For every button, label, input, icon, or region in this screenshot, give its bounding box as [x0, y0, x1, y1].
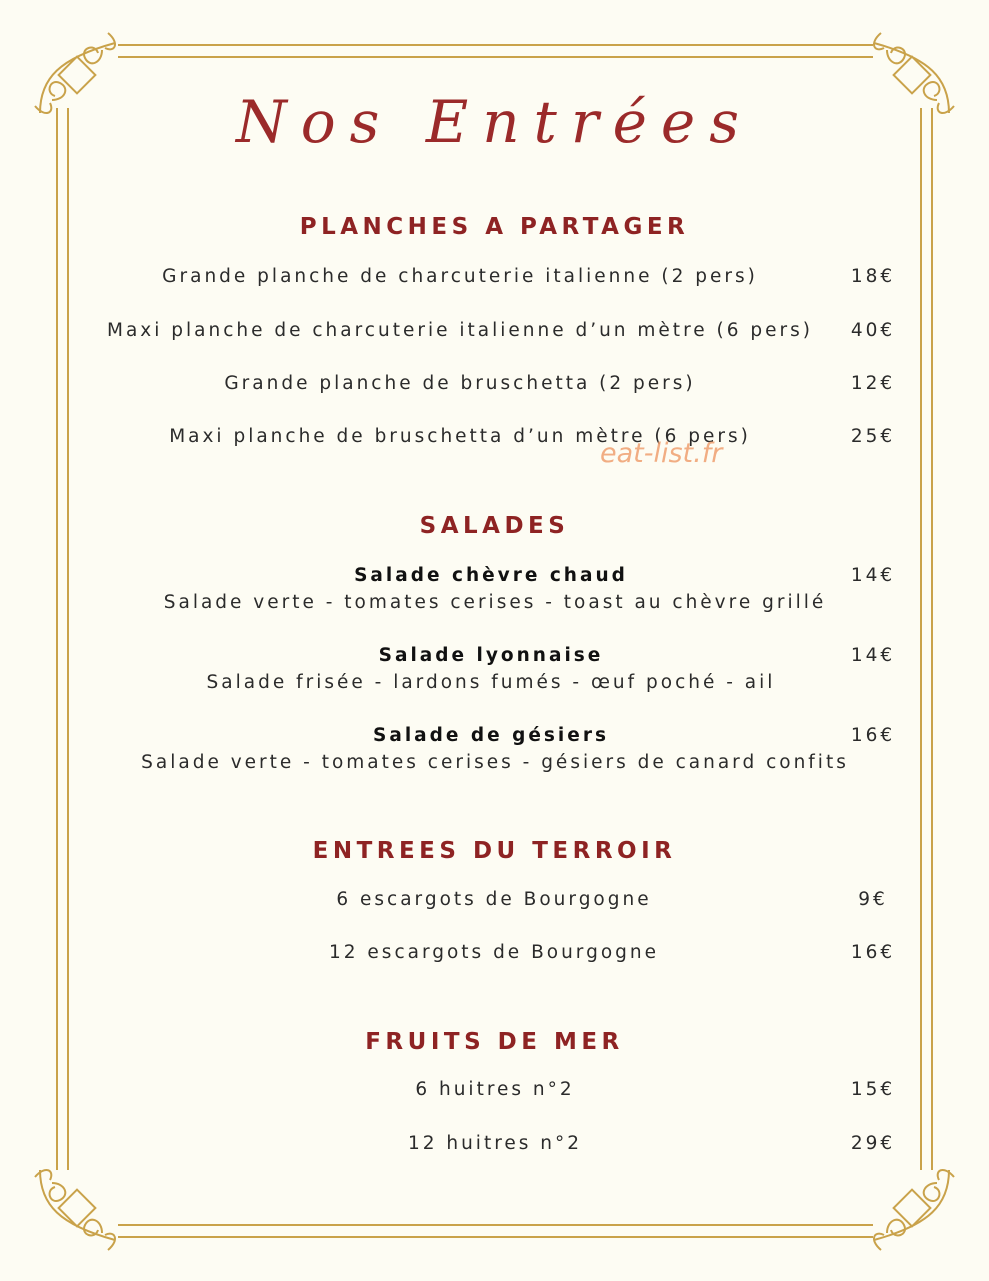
menu-item-name: Salade chèvre chaud [354, 565, 628, 586]
page-title: Nos Entrées [235, 88, 753, 156]
menu-item-name: Salade lyonnaise [378, 645, 604, 666]
section-heading-planches: PLANCHES A PARTAGER [299, 214, 690, 240]
menu-item-price: 14€ [850, 565, 896, 586]
menu-item-name: 6 escargots de Bourgogne [336, 889, 652, 910]
frame-bottom-inner [118, 1236, 873, 1238]
menu-item-name: Maxi planche de bruschetta d’un mètre (6 pers) [169, 426, 751, 447]
ornament-bottom-left-icon [30, 1160, 125, 1255]
menu-item-price: 16€ [850, 942, 896, 963]
frame-top-outer [118, 44, 873, 46]
menu-item-price: 14€ [850, 645, 896, 666]
menu-item-price: 16€ [850, 725, 896, 746]
frame-bottom-outer [118, 1224, 873, 1226]
ornament-bottom-right-icon [864, 1160, 959, 1255]
menu-item-name: Grande planche de bruschetta (2 pers) [224, 373, 696, 394]
watermark: eat-list.fr [600, 438, 723, 469]
section-heading-terroir: ENTREES DU TERROIR [312, 838, 677, 864]
frame-right-inner [920, 108, 922, 1170]
section-heading-mer: FRUITS DE MER [365, 1029, 624, 1055]
menu-item-name: Maxi planche de charcuterie italienne d’un mètre (6 pers) [107, 320, 813, 341]
menu-item-name: 12 escargots de Bourgogne [329, 942, 659, 963]
frame-top-inner [118, 56, 873, 58]
menu-item-price: 15€ [850, 1079, 896, 1100]
section-heading-salades: SALADES [419, 513, 570, 539]
menu-item-name: Grande planche de charcuterie italienne (2 pers) [162, 266, 758, 287]
menu-item-price: 18€ [850, 266, 896, 287]
menu-item-name: 6 huitres n°2 [415, 1079, 575, 1100]
menu-item-description: Salade frisée - lardons fumés - œuf poché - ail [206, 672, 776, 693]
menu-item-description: Salade verte - tomates cerises - gésiers de canard confits [141, 752, 849, 773]
menu-item-price: 12€ [850, 373, 896, 394]
menu-item-name: 12 huitres n°2 [407, 1133, 583, 1154]
menu-item-price: 29€ [850, 1133, 896, 1154]
menu-item-price: 9€ [858, 889, 888, 910]
menu-item-price: 25€ [850, 426, 896, 447]
menu-item-description: Salade verte - tomates cerises - toast au chèvre grillé [163, 592, 827, 613]
menu-item-name: Salade de gésiers [373, 725, 609, 746]
menu-item-price: 40€ [850, 320, 896, 341]
frame-right-outer [931, 108, 933, 1170]
